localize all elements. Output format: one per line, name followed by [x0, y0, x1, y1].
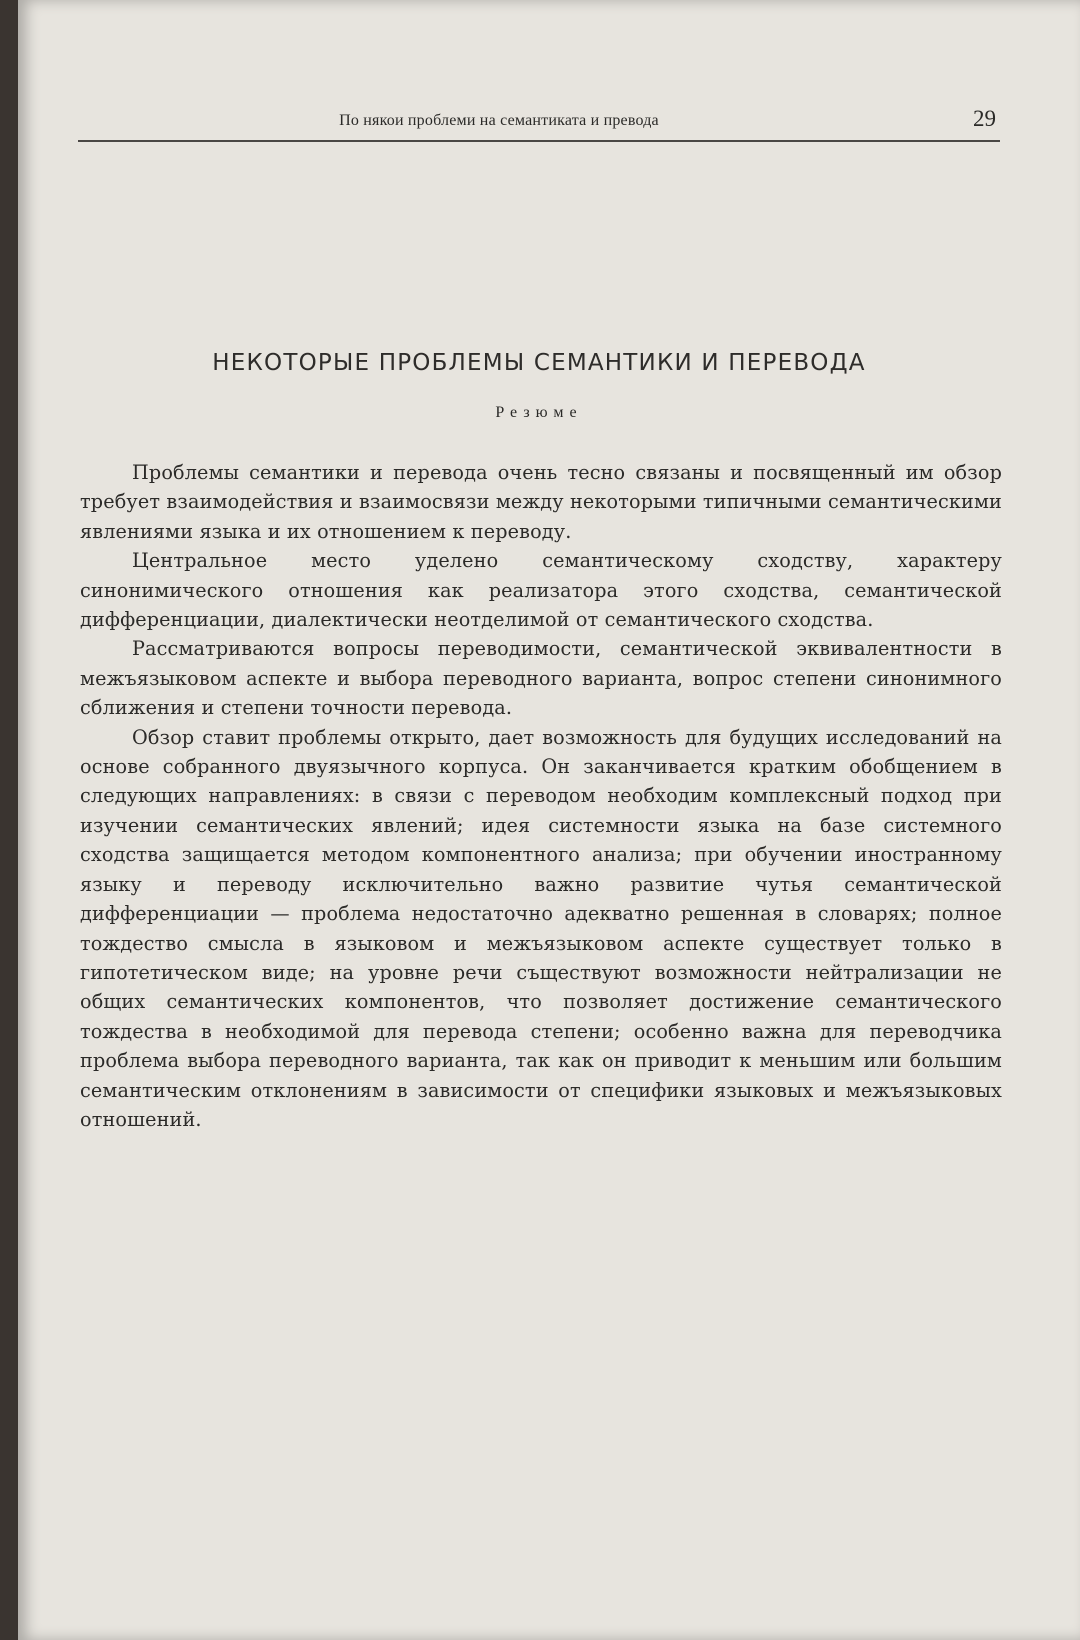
running-header [78, 108, 1000, 142]
page-number: 29 [973, 106, 996, 131]
paragraph-2: Центральное место уделено семантическому сходству, характеру синонимического отношения как реализатора этого сходства, семантической дифференциации, диалектически неотделимой от семантического сходства. [80, 549, 1002, 632]
article-subtitle: Резюме [495, 404, 583, 421]
article-body [80, 458, 1002, 1134]
paragraph-4: Обзор ставит проблемы открыто, дает возможность для будущих исследований на основе собранного двуязычного корпуса. Он заканчивается кратким обобщением в следующих направлениях: в связи с переводом необходим комплексный подход при изучении семантических явлений; идея системности языка на базе системного сходства защищается методом компонентного анализа; при обучении иностранному языку и переводу исключительно важно развитие чутья семантической дифференциации — проблема недостаточно адекватно решенная в словарях; полное тождество смысла в языковом и межъязыковом аспекте существует только в гипотетическом виде; на уровне речи съществуют возможности нейтрализации не общих семантических компонентов, что позволяет достижение семантического тождества в необходимой для перевода степени; особенно важна для переводчика проблема выбора переводного варианта, так как он приводит к меньшим или большим семантическим отклонениям в зависимости от специфики языковых и межъязыковых отношений. [80, 725, 1002, 1131]
paragraph-3: Рассматриваются вопросы переводимости, семантической эквивалентности в межъязыковом аспекте и выбора переводного варианта, вопрос степени синонимного сближения и степени точности перевода. [80, 637, 1002, 720]
running-title: По някои проблеми на семантиката и превода [339, 112, 659, 129]
article-title: НЕКОТОРЫЕ ПРОБЛЕМЫ СЕМАНТИКИ И ПЕРЕВОДА [212, 350, 866, 376]
book-page [18, 0, 1080, 1640]
paragraph-1: Проблемы семантики и перевода очень тесно связаны и посвященный им обзор требует взаимодействия и взаимосвязи между некоторыми типичными семантическими явлениями языка и их отношением к переводу. [80, 461, 1002, 543]
